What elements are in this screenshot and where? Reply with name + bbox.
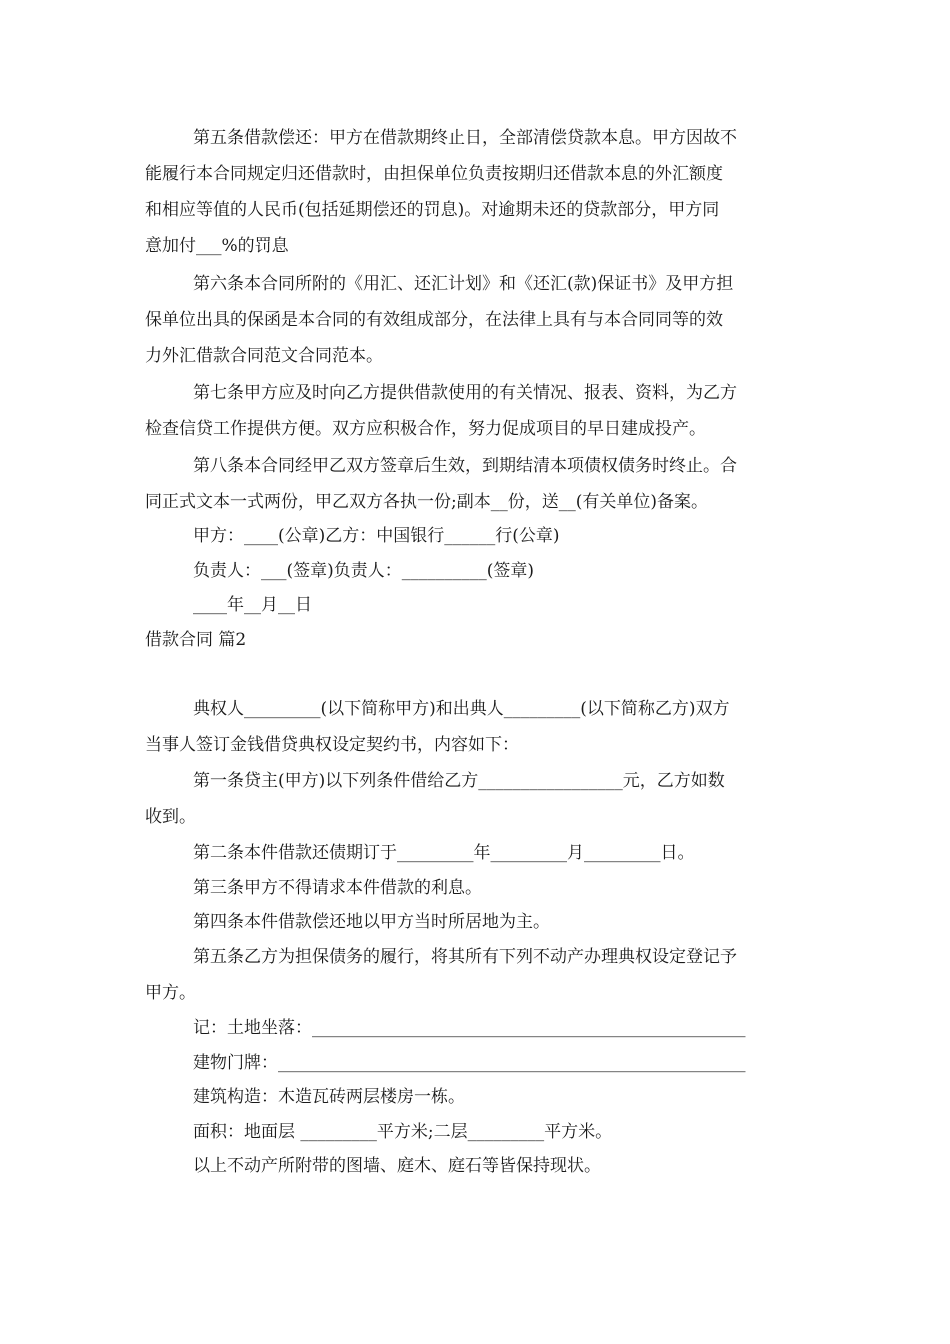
text-line: 当事人签订金钱借贷典权设定契约书，内容如下： [145,735,519,755]
text-line: 收到。 [145,807,196,827]
text-line: 能履行本合同规定归还借款时，由担保单位负责按期归还借款本息的外汇额度 [145,164,723,184]
text-line: 同正式文本一式两份，甲乙双方各执一份;副本__份，送__(有关单位)备案。 [145,492,708,512]
text-line: 甲方。 [145,983,196,1003]
area-line: 面积：地面层 _________平方米;二层_________平方米。 [193,1122,613,1142]
section-heading: 借款合同 篇2 [145,630,247,650]
date-line: ____年__月__日 [193,595,312,615]
text-line: 第五条借款偿还：甲方在借款期终止日，全部清偿贷款本息。甲方因故不 [193,128,737,148]
text-line: 第八条本合同经甲乙双方签章后生效，到期结清本项债权债务时终止。合 [193,456,737,476]
text-line: 第二条本件借款还债期订于_________年_________月_________日。 [193,843,695,863]
signature-line-representatives: 负责人：___(签章)负责人：__________(签章) [193,561,535,581]
text-line: 第七条甲方应及时向乙方提供借款使用的有关情况、报表、资料，为乙方 [193,383,737,403]
text-line: 检查信贷工作提供方便。双方应积极合作，努力促成项目的早日建成投产。 [145,419,706,439]
text-line: 意加付___%的罚息 [145,236,289,256]
text-line: 第三条甲方不得请求本件借款的利息。 [193,878,482,898]
text-line: 第一条贷主(甲方)以下列条件借给乙方_________________元，乙方如数 [193,771,725,791]
text-line: 以上不动产所附带的图墙、庭木、庭石等皆保持现状。 [193,1156,601,1176]
text-line: 第五条乙方为担保债务的履行，将其所有下列不动产办理典权设定登记予 [193,947,737,967]
text-line: 典权人_________(以下简称甲方)和出典人_________(以下简称乙方)双方 [193,699,730,719]
text-line: 力外汇借款合同范文合同范本。 [145,346,383,366]
text-line: 第六条本合同所附的《用汇、还汇计划》和《还汇(款)保证书》及甲方担 [193,274,734,294]
text-line: 建筑构造：木造瓦砖两层楼房一栋。 [193,1087,465,1107]
text-line: 和相应等值的人民币(包括延期偿还的罚息)。对逾期未还的贷款部分，甲方同 [145,200,720,220]
text-line: 保单位出具的保函是本合同的有效组成部分，在法律上具有与本合同同等的效 [145,310,723,330]
text-line: 第四条本件借款偿还地以甲方当时所居地为主。 [193,912,550,932]
signature-line-parties: 甲方：____(公章)乙方：中国银行______行(公章) [193,526,560,546]
building-number-line: 建物门牌：_______________________________________________________ [193,1053,746,1073]
land-location-line: 记：土地坐落：___________________________________________________ [193,1018,746,1038]
